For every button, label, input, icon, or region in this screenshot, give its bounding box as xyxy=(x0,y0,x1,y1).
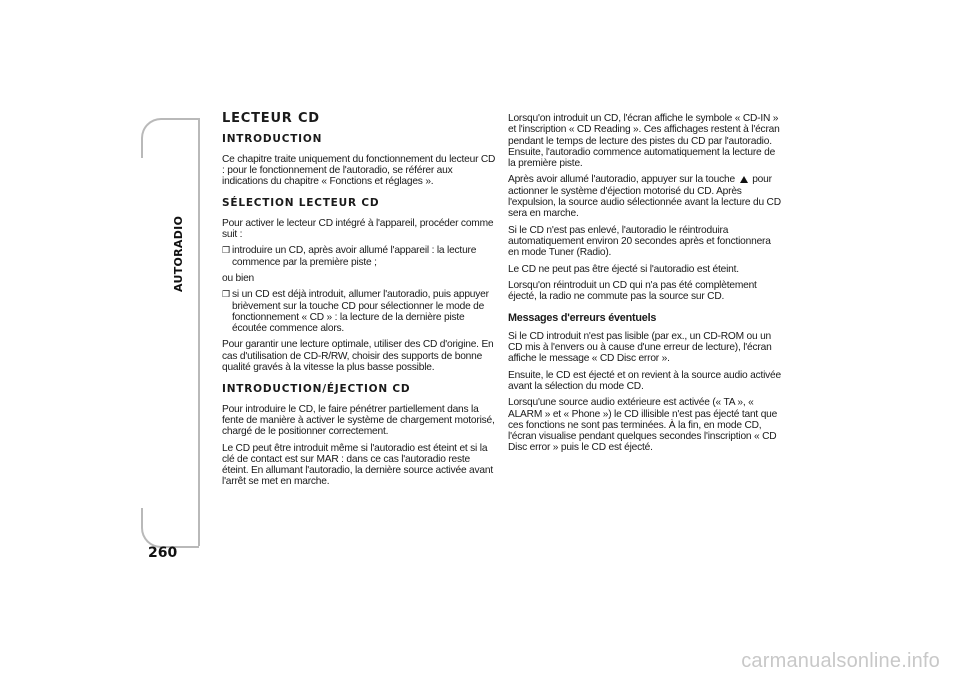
list-item xyxy=(222,245,497,268)
partial-eject-paragraph: Lorsqu'on réintroduit un CD qui n'a pas été complètement éjecté, la radio ne commute pas la source sur CD. xyxy=(508,279,757,303)
error-paragraph: Ensuite, le CD est éjecté et on revient à la source audio activée avant la sélection du mode CD. xyxy=(508,369,781,392)
eject-paragraph: Après avoir allumé l'autoradio, appuyer sur la touche pour actionner le système d'éjection motorisé du CD. Après l'expulsion, la source audio sélectionnée avant la lecture du CD sera en marche. xyxy=(508,174,781,220)
right-column xyxy=(508,113,784,459)
bullet-marker: ❒ xyxy=(222,245,230,256)
error-paragraph: Si le CD introduit n'est pas lisible (par ex., un CD-ROM ou un CD mis à l'envers ou à cause d'une erreur de lecture), l'écran affiche le message « CD Disc error ». xyxy=(508,330,772,365)
or-text: ou bien xyxy=(222,272,255,284)
cd-in-paragraph: Lorsqu'on introduit un CD, l'écran affiche le symbole « CD-IN » et l'inscription « CD Reading ». Ces affichages restent à l'écran pendant le temps de lecture des pistes du CD par l'autoradio. Ensuite, l'autoradio commence automatiquement la lecture de la première piste. xyxy=(508,113,780,170)
list-item xyxy=(222,289,497,334)
sidebar-frame-top xyxy=(141,118,199,158)
insertion-paragraph: Pour introduire le CD, le faire pénétrer partiellement dans la fente de manière à activer le système de chargement motorisé, chargé de le positionner correctement. xyxy=(222,403,495,438)
page-title: LECTEUR CD xyxy=(222,111,320,126)
page-number: 260 xyxy=(148,545,178,561)
watermark: carmanualsonline.info xyxy=(741,650,940,672)
insertion-heading: INTRODUCTION/ÉJECTION CD xyxy=(222,383,411,396)
errors-heading: Messages d'erreurs éventuels xyxy=(508,312,657,325)
eject-icon xyxy=(740,176,748,183)
insertion-paragraph: Le CD peut être introduit même si l'autoradio est éteint et si la clé de contact est sur MAR : dans ce cas l'autoradio reste éteint. En allumant l'autoradio, la dernière source activée avant l'arrêt se met en marche. xyxy=(222,442,493,488)
bullet-text: introduire un CD, après avoir allumé l'appareil : la lecture commence par la première piste ; xyxy=(232,245,477,268)
selection-intro: Pour activer le lecteur CD intégré à l'appareil, procéder comme suit : xyxy=(222,217,494,241)
off-paragraph: Le CD ne peut pas être éjecté si l'autoradio est éteint. xyxy=(508,263,739,275)
error-paragraph: Lorsqu'une source audio extérieure est activée (« TA », « ALARM » et « Phone ») le CD illisible n'est pas éjecté tant que ces fonctions ne sont pas terminées. À la fin, en mode CD, l'écran visualise pendant quelques secondes l'inscription « CD Disc error » puis le CD est éjecté. xyxy=(508,397,778,454)
reinsert-paragraph: Si le CD n'est pas enlevé, l'autoradio le réintroduira automatiquement environ 20 secondes après et fonctionnera en mode Tuner (Radio). xyxy=(508,224,771,259)
side-tab-label: AUTORADIO xyxy=(172,215,185,292)
introduction-heading: INTRODUCTION xyxy=(222,133,323,146)
sidebar-divider xyxy=(198,118,200,546)
selection-note: Pour garantir une lecture optimale, utiliser des CD d'origine. En cas d'utilisation de CD-R/RW, choisir des supports de bonne qualité gravés à la vitesse la plus basse possible. xyxy=(222,339,494,374)
bullet-marker: ❒ xyxy=(222,289,230,300)
sidebar-frame-bottom xyxy=(141,508,199,548)
selection-heading: SÉLECTION LECTEUR CD xyxy=(222,197,380,210)
introduction-text: Ce chapitre traite uniquement du fonctionnement du lecteur CD : pour le fonctionnement de l'autoradio, se référer aux indications du chapitre « Fonctions et réglages ». xyxy=(222,153,496,188)
left-column xyxy=(222,113,497,493)
bullet-text: si un CD est déjà introduit, allumer l'autoradio, puis appuyer brièvement sur la touche CD pour sélectionner le mode de fonctionnement « CD » : la lecture de la dernière piste écoutée commence alors. xyxy=(232,289,489,335)
